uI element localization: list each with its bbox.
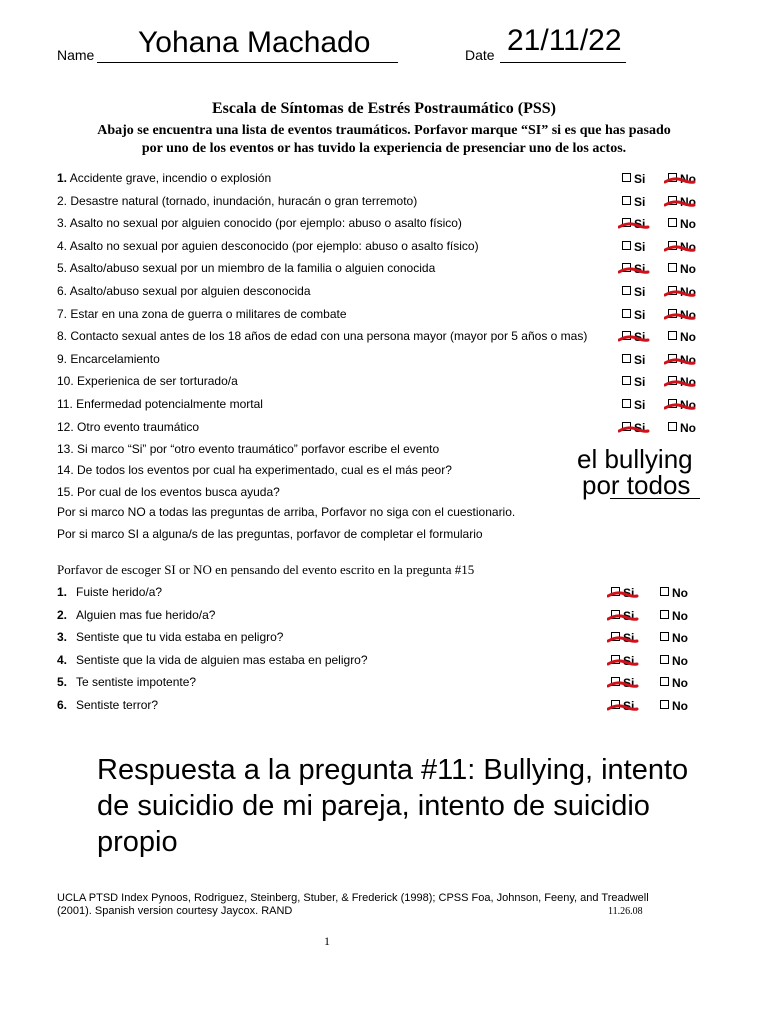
event-row-number: 5. xyxy=(57,261,68,276)
event-row-label: Accidente grave, incendio o explosión xyxy=(69,171,272,185)
checkbox-icon[interactable] xyxy=(622,196,631,205)
option-no-label: No xyxy=(680,172,696,186)
option-no-label: No xyxy=(680,307,696,322)
option-si[interactable] xyxy=(622,285,645,299)
option-no[interactable] xyxy=(668,421,696,435)
red-pen-mark-icon xyxy=(664,312,696,324)
followup-row-text xyxy=(57,698,158,712)
followup-row-number: 6. xyxy=(57,698,68,712)
option-si-label: Si xyxy=(623,608,635,623)
option-no-label: No xyxy=(680,239,696,254)
option-si-label: Si xyxy=(634,330,646,345)
option-no[interactable] xyxy=(660,676,688,690)
checkbox-icon[interactable] xyxy=(622,309,631,318)
option-si-label: Si xyxy=(634,239,646,254)
followup-row-label: Sentiste terror? xyxy=(76,698,159,712)
event-row-text xyxy=(57,194,417,208)
option-si[interactable] xyxy=(622,172,645,186)
event-row-text xyxy=(57,307,347,321)
section2-title: Porfavor de escoger SI or NO en pensando del evento escrito en la pregunta #15 xyxy=(57,562,475,577)
option-si-label: Si xyxy=(634,172,646,186)
red-pen-mark-icon xyxy=(664,199,696,211)
option-no[interactable] xyxy=(660,586,688,600)
option-no-label: No xyxy=(672,653,688,668)
followup-row-label: Te sentiste impotente? xyxy=(76,675,197,690)
followup-row-number: 4. xyxy=(57,652,68,667)
event-row-label: Experienica de ser torturado/a xyxy=(77,374,238,389)
event-row-text xyxy=(57,216,462,230)
event-row-number: 3. xyxy=(57,216,68,231)
event-row-text xyxy=(57,420,199,434)
name-underline xyxy=(97,62,398,63)
answer-underline xyxy=(610,498,700,499)
red-pen-mark-icon xyxy=(664,357,696,369)
option-no[interactable] xyxy=(660,699,688,713)
option-si[interactable] xyxy=(622,398,645,412)
followup-row-label: Sentiste que tu vida estaba en peligro? xyxy=(76,630,284,645)
checkbox-icon[interactable] xyxy=(668,331,677,340)
followup-row-number: 5. xyxy=(57,675,68,690)
option-si[interactable] xyxy=(622,353,645,367)
red-pen-mark-icon xyxy=(607,590,639,602)
option-si-label: Si xyxy=(634,352,646,367)
checkbox-icon[interactable] xyxy=(668,263,677,272)
red-pen-mark-icon xyxy=(664,402,696,414)
checkbox-icon[interactable] xyxy=(668,422,677,431)
option-si-label: Si xyxy=(623,676,635,691)
footer-citation: UCLA PTSD Index Pynoos, Rodriguez, Steinberg, Stuber, & Frederick (1998); CPSS Foa, Johnson, Feeny, and Treadwell (2001). Spanish version courtesy Jaycox. RAND xyxy=(57,892,649,917)
event-row-text xyxy=(57,261,435,275)
followup-row-text xyxy=(57,653,368,667)
option-no-label: No xyxy=(672,699,688,713)
option-no-label: No xyxy=(680,398,696,412)
option-si-label: Si xyxy=(634,262,646,277)
option-no-label: No xyxy=(680,352,696,367)
option-no-label: No xyxy=(680,330,696,345)
followup-row-label: Alguien mas fue herido/a? xyxy=(76,607,216,622)
option-no-label: No xyxy=(672,631,688,646)
checkbox-icon[interactable] xyxy=(660,610,669,619)
red-pen-mark-icon xyxy=(607,613,639,625)
option-si-label: Si xyxy=(623,586,635,600)
checkbox-icon[interactable] xyxy=(622,399,631,408)
checkbox-icon[interactable] xyxy=(622,354,631,363)
note-no: Por si marco NO a todas las preguntas de arriba, Porfavor no siga con el cuestionario. xyxy=(57,505,516,519)
event-row-text xyxy=(57,374,238,388)
followup-row-label: Fuiste herido/a? xyxy=(76,585,163,599)
checkbox-icon[interactable] xyxy=(622,241,631,250)
option-no-label: No xyxy=(672,608,688,623)
event-row-text xyxy=(57,397,263,411)
option-si-label: Si xyxy=(634,398,646,412)
checkbox-icon[interactable] xyxy=(622,376,631,385)
option-si-label: Si xyxy=(623,653,635,668)
event-row-number: 8. xyxy=(57,329,68,344)
option-si-label: Si xyxy=(623,699,635,713)
event-row-number: 6. xyxy=(57,284,68,298)
event-row-label: Contacto sexual antes de los 18 años de edad con una persona mayor (mayor por 5 años o mas) xyxy=(70,329,588,344)
form-title: Escala de Síntomas de Estrés Postraumático (PSS) xyxy=(212,100,556,117)
event-row-text xyxy=(57,284,311,298)
option-si-label: Si xyxy=(623,631,635,646)
event-row-label: Desastre natural (tornado, inundación, huracán o gran terremoto) xyxy=(70,193,418,208)
red-pen-mark-icon xyxy=(607,703,639,715)
option-no-label: No xyxy=(680,375,696,390)
question-13: 13. Si marco “Si” por “otro evento traumático” porfavor escribe el evento xyxy=(57,442,440,456)
followup-row-label: Sentiste que la vida de alguien mas estaba en peligro? xyxy=(76,652,368,667)
checkbox-icon[interactable] xyxy=(660,700,669,709)
red-pen-mark-icon xyxy=(664,244,696,256)
footer-doc-date: 11.26.08 xyxy=(608,906,643,917)
red-pen-mark-icon xyxy=(607,658,639,670)
followup-row-number: 2. xyxy=(57,607,68,622)
followup-row-text xyxy=(57,675,196,689)
red-pen-mark-icon xyxy=(607,635,639,647)
event-row-text xyxy=(57,239,479,253)
checkbox-icon[interactable] xyxy=(660,677,669,686)
red-pen-mark-icon xyxy=(664,176,696,188)
option-si-label: Si xyxy=(634,217,646,232)
event-row-number: 7. xyxy=(57,306,68,321)
event-row-number: 4. xyxy=(57,238,68,253)
red-pen-mark-icon xyxy=(618,221,650,233)
instructions-line-1: Abajo se encuentra una lista de eventos traumáticos. Porfavor marque “SI” si es que has pasado xyxy=(97,123,671,138)
event-row-number: 9. xyxy=(57,351,68,366)
option-si[interactable] xyxy=(622,195,645,209)
date-label: Date xyxy=(465,47,495,63)
event-row-label: Asalto no sexual por aguien desconocido (por ejemplo: abuso o asalto físico) xyxy=(69,238,479,253)
event-row-number: 10. xyxy=(57,374,74,389)
event-row-label: Encarcelamiento xyxy=(70,351,160,366)
checkbox-icon[interactable] xyxy=(668,218,677,227)
followup-row-number: 3. xyxy=(57,630,68,645)
option-si-label: Si xyxy=(634,285,646,299)
event-row-label: Estar en una zona de guerra o militares de combate xyxy=(70,306,347,321)
followup-row-text xyxy=(57,608,215,622)
note-si: Por si marco SI a alguna/s de las preguntas, porfavor de completar el formulario xyxy=(57,527,483,541)
date-underline xyxy=(500,62,626,63)
option-no[interactable] xyxy=(668,217,696,231)
red-pen-mark-icon xyxy=(618,425,650,437)
name-label: Name xyxy=(57,47,95,63)
red-pen-mark-icon xyxy=(607,680,639,692)
option-no-label: No xyxy=(672,586,688,600)
option-no[interactable] xyxy=(660,631,688,645)
event-row-label: Asalto/abuso sexual por alguien desconocida xyxy=(69,284,311,298)
option-si-label: Si xyxy=(634,307,646,322)
option-no-label: No xyxy=(680,420,696,435)
option-si-label: Si xyxy=(634,375,646,390)
option-no-label: No xyxy=(672,676,688,691)
event-row-text xyxy=(57,329,587,343)
checkbox-icon[interactable] xyxy=(660,587,669,596)
option-no[interactable] xyxy=(668,262,696,276)
option-no-label: No xyxy=(680,262,696,277)
option-no[interactable] xyxy=(660,654,688,668)
event-row-label: Asalto no sexual por alguien conocido (por ejemplo: abuso o asalto físico) xyxy=(69,216,462,231)
red-pen-mark-icon xyxy=(618,266,650,278)
instructions-line-2: por uno de los eventos or has tuvido la experiencia de presenciar uno de los actos. xyxy=(141,141,627,156)
name-value: Yohana Machado xyxy=(138,26,371,59)
followup-row-text xyxy=(57,630,283,644)
checkbox-icon[interactable] xyxy=(660,655,669,664)
option-no[interactable] xyxy=(660,609,688,623)
option-no-label: No xyxy=(680,194,696,209)
question-15: 15. Por cual de los eventos busca ayuda? xyxy=(57,485,280,499)
event-row-label: Enfermedad potencialmente mortal xyxy=(76,397,263,411)
checkbox-icon[interactable] xyxy=(660,632,669,641)
event-row-text xyxy=(57,171,271,185)
handwritten-answer-line-1: el bullying xyxy=(577,444,693,474)
red-pen-mark-icon xyxy=(664,379,696,391)
option-no[interactable] xyxy=(668,330,696,344)
followup-row-number: 1. xyxy=(57,585,68,599)
option-si-label: Si xyxy=(634,420,646,435)
page-number: 1 xyxy=(324,934,330,948)
option-no-label: No xyxy=(680,285,696,299)
red-pen-mark-icon xyxy=(618,334,650,346)
option-si[interactable] xyxy=(622,240,645,254)
event-row-label: Asalto/abuso sexual por un miembro de la familia o alguien conocida xyxy=(69,261,436,276)
date-value: 21/11/22 xyxy=(507,24,622,57)
question-14: 14. De todos los eventos por cual ha experimentado, cual es el más peor? xyxy=(57,463,452,477)
event-row-number: 2. xyxy=(57,193,68,208)
event-row-text xyxy=(57,352,160,366)
option-no-label: No xyxy=(680,217,696,232)
checkbox-icon[interactable] xyxy=(622,173,631,182)
option-si[interactable] xyxy=(622,375,645,389)
event-row-number: 1. xyxy=(57,171,68,185)
followup-row-text xyxy=(57,585,162,599)
event-row-label: Otro evento traumático xyxy=(77,419,200,434)
event-row-number: 11. xyxy=(57,397,73,411)
red-pen-mark-icon xyxy=(664,289,696,301)
option-si-label: Si xyxy=(634,194,646,209)
handwritten-answer-line-2: por todos xyxy=(582,470,691,500)
event-row-number: 12. xyxy=(57,419,74,434)
option-si[interactable] xyxy=(622,308,645,322)
response-note: Respuesta a la pregunta #11: Bullying, intento de suicidio de mi pareja, intento de suicidio propio xyxy=(97,754,689,858)
checkbox-icon[interactable] xyxy=(622,286,631,295)
